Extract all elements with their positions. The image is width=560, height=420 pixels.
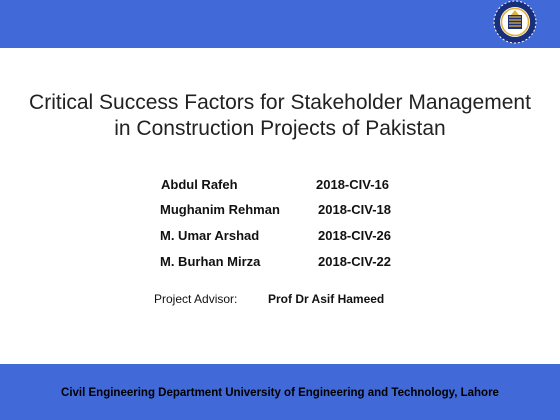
title-line-2: in Construction Projects of Pakistan <box>114 117 446 140</box>
advisor-label: Project Advisor: <box>154 292 238 306</box>
university-seal-icon <box>487 0 543 56</box>
member-id: 2018-CIV-18 <box>318 202 391 217</box>
member-id: 2018-CIV-22 <box>318 254 391 269</box>
member-id: 2018-CIV-16 <box>316 177 389 192</box>
slide-title <box>0 90 560 142</box>
footer-bar <box>0 364 560 420</box>
member-id: 2018-CIV-26 <box>318 228 391 243</box>
footer-text: Civil Engineering Department University of Engineering and Technology, Lahore <box>61 387 499 399</box>
member-name: M. Umar Arshad <box>160 228 260 243</box>
advisor-name: Prof Dr Asif Hameed <box>268 292 385 306</box>
member-name: Abdul Rafeh <box>161 177 238 192</box>
member-name: Mughanim Rehman <box>160 202 280 217</box>
title-line-1: Critical Success Factors for Stakeholder Management <box>29 91 531 114</box>
header-bar <box>0 0 560 48</box>
member-name: M. Burhan Mirza <box>160 254 261 269</box>
